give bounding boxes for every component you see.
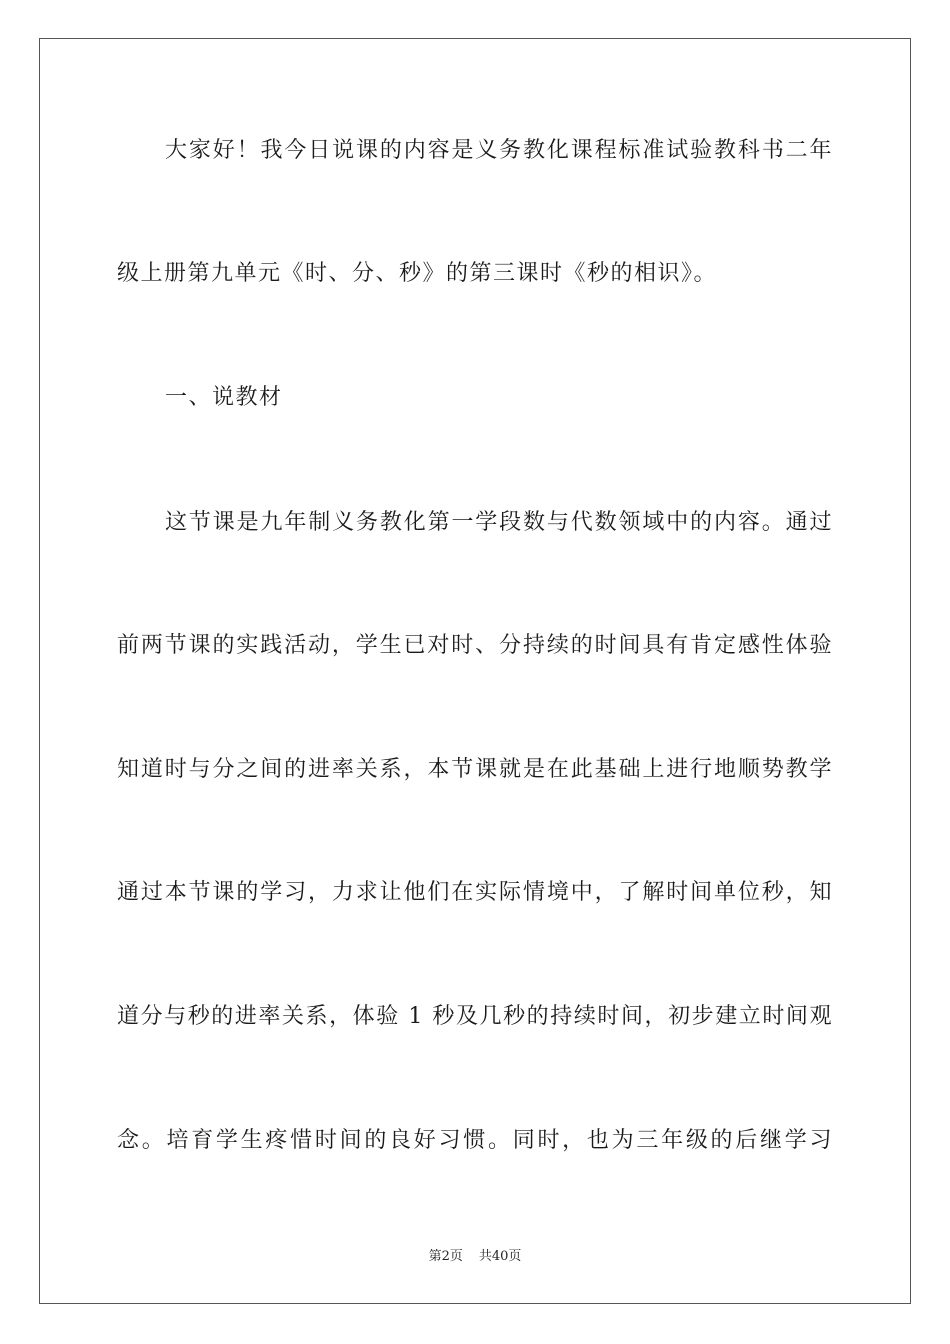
- paragraph-line-5: 知道时与分之间的进率关系，本节课就是在此基础上进行地顺势教学: [117, 757, 833, 782]
- paragraph-line-8: 念。培育学生疼惜时间的良好习惯。同时，也为三年级的后继学习: [117, 1128, 833, 1153]
- page-footer: [0, 1248, 950, 1266]
- paragraph-line-2: 级上册第九单元《时、分、秒》的第三课时《秒的相识》。: [117, 261, 718, 286]
- paragraph-line-6: 通过本节课的学习，力求让他们在实际情境中，了解时间单位秒，知: [117, 880, 833, 905]
- page-number-total: 共40页: [478, 1249, 522, 1264]
- page-frame: [39, 38, 911, 1304]
- paragraph-line-1: 大家好！我今日说课的内容是义务教化课程标准试验教科书二年: [165, 138, 833, 163]
- paragraph-line-4: 前两节课的实践活动，学生已对时、分持续的时间具有肯定感性体验: [117, 633, 833, 658]
- section-heading: 一、说教材: [165, 385, 283, 410]
- page-number-current: 第2页: [428, 1249, 463, 1264]
- paragraph-line-3: 这节课是九年制义务教化第一学段数与代数领域中的内容。通过: [165, 510, 833, 535]
- paragraph-line-7: 道分与秒的进率关系，体验 1 秒及几秒的持续时间，初步建立时间观: [117, 1004, 833, 1029]
